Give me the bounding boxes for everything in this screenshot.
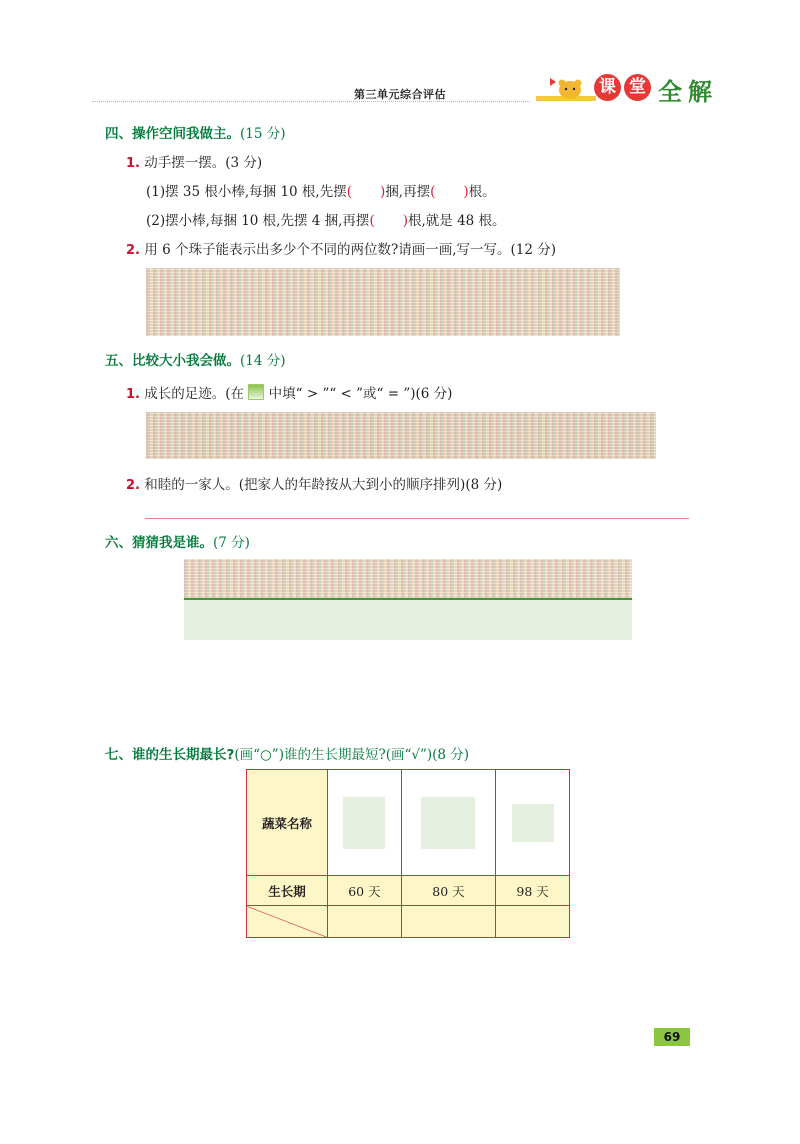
s4-q1-sub1-text-b: 捆,再摆 [385,184,431,200]
answer-rule-line [145,518,689,519]
s4-q1-sub2-text-b: 根,就是 48 根。 [408,213,506,229]
riddle-answer-area [184,600,632,640]
s5-q1 [126,382,452,402]
s4-q1-sub2 [146,209,506,229]
book-logo [536,70,726,106]
s5-q1-text-a: 成长的足迹。(在 [144,386,245,402]
answer-blank-open: ( [430,184,436,200]
section7-title: 七、谁的生长期最长? [105,747,235,763]
s5-q2-number: 2. [126,478,140,493]
table-label-growth-period: 生长期 [247,876,328,906]
vegetable-2-image [421,797,475,849]
section6-points: (7 分) [213,535,250,551]
s5-q2 [126,473,502,493]
logo-char-2: 堂 [624,74,651,101]
answer-blank-open: ( [369,213,375,229]
vegetable-growth-table [246,769,570,938]
page-number: 69 [654,1028,690,1046]
s4-q2 [126,238,556,258]
section5-title: 五、比较大小我会做。 [105,353,240,369]
page-header-title: 第三单元综合评估 [354,88,446,101]
mark-cell-1[interactable] [328,906,402,938]
vegetable-2-cell [401,770,495,876]
growth-days-3: 98 天 [496,876,570,906]
s5-q1-text-b: 中填“ > ”“ < ”或“ = ”)(6 分) [268,386,453,402]
mark-cell-3[interactable] [496,906,570,938]
s4-q1-sub1 [146,180,496,200]
section5-heading [105,349,286,369]
s5-q1-number: 1. [126,387,140,402]
section6-title: 六、猜猜我是谁。 [105,535,213,551]
compare-box-icon [248,384,264,400]
answer-blank-close: ) [380,184,386,200]
vegetable-3-image [512,804,554,842]
s4-q1-sub1-text-a: (1)摆 35 根小棒,每捆 10 根,先摆 [146,184,347,200]
vegetable-1-cell [328,770,402,876]
bead-drawing-area-image [146,268,620,336]
growth-days-2: 80 天 [401,876,495,906]
bear-mascot-icon [536,70,596,106]
section7-mid: (画“○”)谁的生长期最短? [234,747,386,763]
section6-heading [105,531,250,551]
section7-end: (画“√”)(8 分) [385,747,470,763]
section7-heading [105,743,469,763]
s4-q1-sub2-text-a: (2)摆小棒,每捆 10 根,先摆 4 捆,再摆 [146,213,370,229]
s4-q2-number: 2. [126,243,140,258]
logo-char-1: 课 [594,74,621,101]
s4-q1-number: 1. [126,156,140,171]
s4-q1-text: 动手摆一摆。(3 分) [144,155,263,171]
logo-char-3: 全 [658,78,682,106]
section5-points: (14 分) [240,353,286,369]
guess-who-riddle-image [184,559,632,599]
answer-blank-open: ( [346,184,353,200]
diagonal-header-cell [247,906,328,938]
s5-q2-text: 和睦的一家人。(把家人的年龄按从大到小的顺序排列)(8 分) [144,477,503,493]
vegetable-3-cell [496,770,570,876]
section4-points: (15 分) [240,126,286,142]
answer-blank-close: ) [463,184,469,200]
s4-q1-sub1-text-c: 根。 [468,184,496,200]
section4-heading [105,122,286,142]
growth-days-1: 60 天 [328,876,402,906]
header-dotted-rule [92,101,530,102]
table-label-vegetable-name: 蔬菜名称 [247,770,328,876]
section4-title: 四、操作空间我做主。 [105,126,240,142]
answer-blank-close: ) [402,213,408,229]
s4-q1 [126,151,262,171]
growth-footprints-image [146,412,656,459]
s4-q2-text: 用 6 个珠子能表示出多少个不同的两位数?请画一画,写一写。(12 分) [144,242,556,258]
logo-char-4: 解 [688,78,712,106]
mark-cell-2[interactable] [401,906,495,938]
vegetable-1-image [343,797,385,849]
